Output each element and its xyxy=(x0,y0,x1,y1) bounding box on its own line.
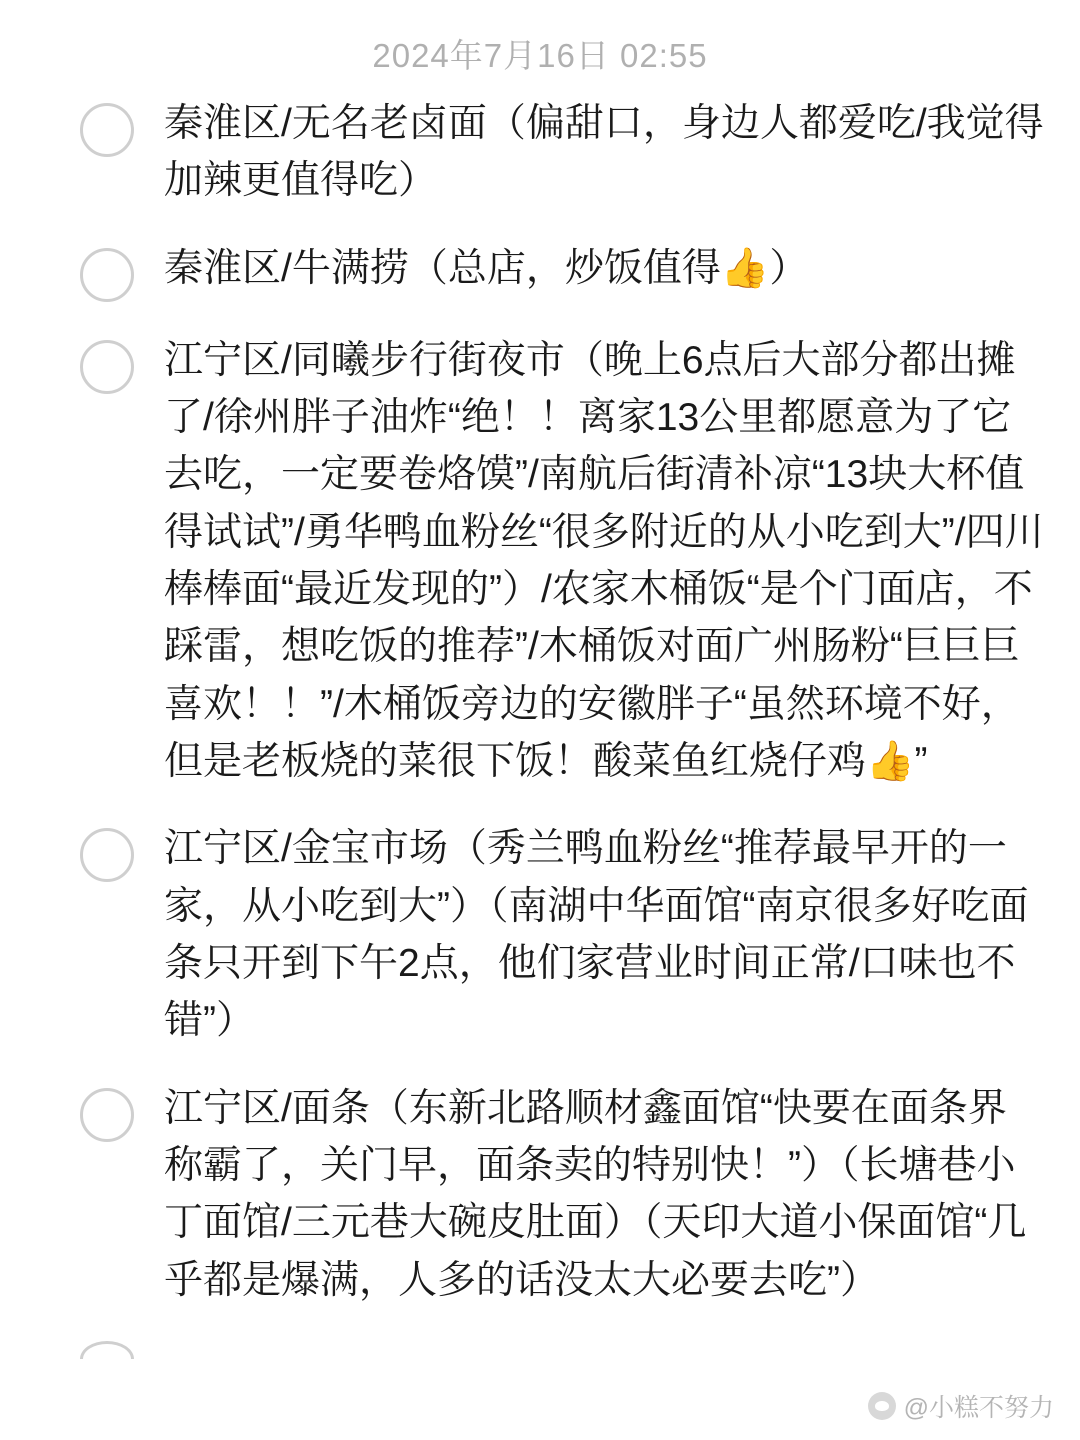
list-item-label: 江宁区/同曦步行街夜市（晚上6点后大部分都出摊了/徐州胖子油炸“绝！！离家13公里都愿意为了它去吃，一定要卷烙馍”/南航后街清补凉“13块大杯值得试试”/勇华鸭血粉丝“很多附近的从小吃到大”/四川棒棒面“最近发现的”）/农家木桶饭“是个门面店，不踩雷，想吃饭的推荐”/木桶饭对面广州肠粉“巨巨巨喜欢！！”/木桶饭旁边的安徽胖子“虽然环境不好，但是老板烧的菜很下饭！酸菜鱼红烧仔鸡👍” xyxy=(164,338,1044,783)
list-item[interactable] xyxy=(28,240,1050,302)
list-item[interactable] xyxy=(28,1080,1050,1309)
list-item[interactable] xyxy=(28,820,1050,1049)
list-item[interactable] xyxy=(28,95,1050,210)
checkbox-unchecked[interactable] xyxy=(80,248,134,302)
list-item-partial[interactable] xyxy=(28,1339,1050,1359)
watermark-label: @小糕不努力 xyxy=(903,1394,1054,1422)
weibo-icon xyxy=(868,1392,896,1420)
checkbox-unchecked[interactable] xyxy=(80,1341,134,1359)
checkbox-unchecked[interactable] xyxy=(80,340,134,394)
list-item-label: 江宁区/面条（东新北路顺材鑫面馆“快要在面条界称霸了，关门早，面条卖的特别快！”）（长塘巷小丁面馆/三元巷大碗皮肚面）（天印大道小保面馆“几乎都是爆满，人多的话没太大必要去吃”） xyxy=(164,1086,1027,1302)
note-timestamp: 2024年7月16日 02:55 xyxy=(372,37,708,74)
checklist xyxy=(0,95,1080,1359)
list-item[interactable] xyxy=(28,332,1050,791)
checkbox-unchecked[interactable] xyxy=(80,828,134,882)
list-item-label: 秦淮区/无名老卤面（偏甜口，身边人都爱吃/我觉得加辣更值得吃） xyxy=(164,102,1044,203)
list-item-label: 秦淮区/牛满捞（总店，炒饭值得👍） xyxy=(164,246,809,290)
list-item-label: 江宁区/金宝市场（秀兰鸭血粉丝“推荐最早开的一家，从小吃到大”）（南湖中华面馆“南京很多好吃面条只开到下午2点，他们家营业时间正常/口味也不错”） xyxy=(164,827,1029,1043)
checkbox-unchecked[interactable] xyxy=(80,103,134,157)
watermark xyxy=(868,1388,1054,1424)
checkbox-unchecked[interactable] xyxy=(80,1088,134,1142)
